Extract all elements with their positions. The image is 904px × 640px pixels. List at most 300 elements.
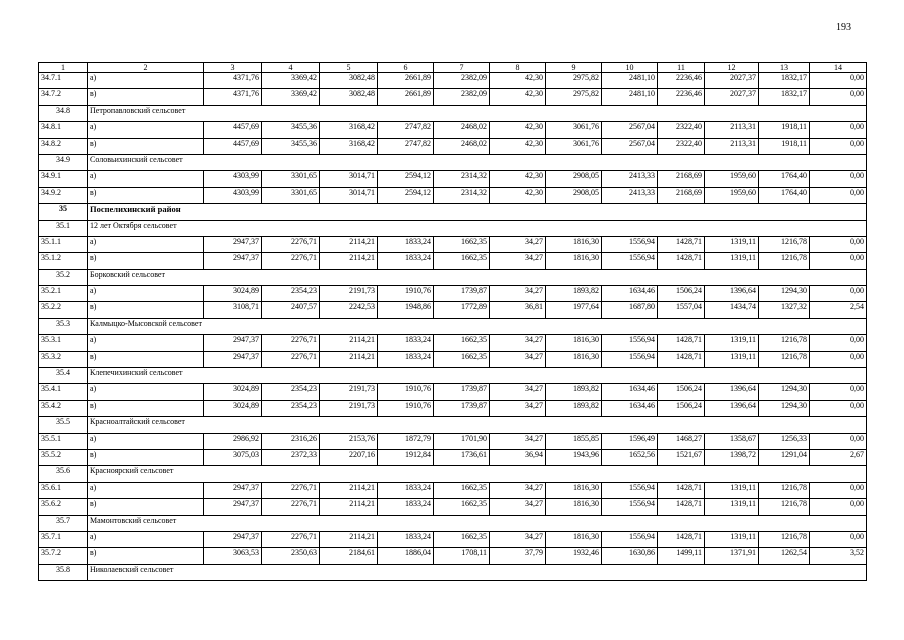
value-cell: 2322,40 (658, 122, 705, 138)
value-cell: 3108,71 (204, 302, 262, 318)
value-cell: 2372,33 (262, 449, 320, 465)
table-row (39, 171, 867, 187)
row-label: а) (88, 171, 204, 187)
value-cell: 2114,21 (320, 253, 378, 269)
value-cell: 4457,69 (204, 138, 262, 154)
value-cell: 2594,12 (378, 187, 434, 203)
value-cell: 3082,48 (320, 89, 378, 105)
value-cell: 2168,69 (658, 187, 705, 203)
value-cell: 2114,21 (320, 482, 378, 498)
row-code: 35.4.1 (39, 384, 88, 400)
value-cell: 2908,05 (546, 187, 602, 203)
value-cell: 2191,73 (320, 384, 378, 400)
row-label: в) (88, 449, 204, 465)
value-cell: 1294,30 (759, 400, 810, 416)
row-code: 35.6.1 (39, 482, 88, 498)
settlement-row (39, 466, 867, 482)
value-cell: 1959,60 (705, 187, 759, 203)
row-code: 35.3.1 (39, 335, 88, 351)
value-cell: 2236,46 (658, 89, 705, 105)
value-cell: 1216,78 (759, 351, 810, 367)
table-row (39, 433, 867, 449)
row-label: в) (88, 548, 204, 564)
row-code: 35.2.1 (39, 286, 88, 302)
column-header: 11 (658, 63, 705, 73)
value-cell: 1910,76 (378, 384, 434, 400)
value-cell: 0,00 (810, 531, 867, 547)
value-cell: 1327,32 (759, 302, 810, 318)
value-cell: 2168,69 (658, 171, 705, 187)
table-row (39, 253, 867, 269)
value-cell: 3455,36 (262, 122, 320, 138)
value-cell: 4457,69 (204, 122, 262, 138)
value-cell: 0,00 (810, 89, 867, 105)
value-cell: 1932,46 (546, 548, 602, 564)
table-row (39, 335, 867, 351)
value-cell: 1216,78 (759, 236, 810, 252)
value-cell: 1294,30 (759, 384, 810, 400)
value-cell: 2975,82 (546, 89, 602, 105)
value-cell: 0,00 (810, 138, 867, 154)
section-code: 35 (39, 204, 88, 220)
section-code: 35.3 (39, 318, 88, 334)
value-cell: 1319,11 (705, 253, 759, 269)
section-code: 35.7 (39, 515, 88, 531)
value-cell: 2113,31 (705, 138, 759, 154)
column-header: 3 (204, 63, 262, 73)
value-cell: 2350,63 (262, 548, 320, 564)
column-header: 12 (705, 63, 759, 73)
settlement-row (39, 564, 867, 580)
row-label: а) (88, 236, 204, 252)
value-cell: 2114,21 (320, 351, 378, 367)
column-header: 14 (810, 63, 867, 73)
value-cell: 0,00 (810, 351, 867, 367)
value-cell: 1910,76 (378, 400, 434, 416)
value-cell: 1556,94 (602, 499, 658, 515)
column-header: 13 (759, 63, 810, 73)
value-cell: 36,94 (490, 449, 546, 465)
value-cell: 1634,46 (602, 384, 658, 400)
value-cell: 1739,87 (434, 286, 490, 302)
value-cell: 1687,80 (602, 302, 658, 318)
value-cell: 1832,17 (759, 73, 810, 89)
value-cell: 2747,82 (378, 138, 434, 154)
value-cell: 1816,30 (546, 335, 602, 351)
value-cell: 1396,64 (705, 286, 759, 302)
row-label: в) (88, 499, 204, 515)
value-cell: 1833,24 (378, 482, 434, 498)
row-code: 34.8.2 (39, 138, 88, 154)
row-code: 35.1.1 (39, 236, 88, 252)
value-cell: 1428,71 (658, 482, 705, 498)
row-code: 35.7.2 (39, 548, 88, 564)
value-cell: 2191,73 (320, 400, 378, 416)
table-row (39, 351, 867, 367)
value-cell: 1816,30 (546, 253, 602, 269)
value-cell: 0,00 (810, 286, 867, 302)
value-cell: 1319,11 (705, 351, 759, 367)
value-cell: 1556,94 (602, 335, 658, 351)
value-cell: 2986,92 (204, 433, 262, 449)
value-cell: 3024,89 (204, 400, 262, 416)
settlement-name: Борковский сельсовет (88, 269, 867, 285)
table-row (39, 236, 867, 252)
value-cell: 3,52 (810, 548, 867, 564)
value-cell: 2382,09 (434, 73, 490, 89)
value-cell: 1521,67 (658, 449, 705, 465)
table-body (39, 73, 867, 581)
column-header: 1 (39, 63, 88, 73)
row-label: в) (88, 138, 204, 154)
value-cell: 1833,24 (378, 335, 434, 351)
column-header: 7 (434, 63, 490, 73)
value-cell: 0,00 (810, 122, 867, 138)
value-cell: 1662,35 (434, 236, 490, 252)
value-cell: 2481,10 (602, 73, 658, 89)
section-code: 35.4 (39, 368, 88, 384)
row-code: 34.7.1 (39, 73, 88, 89)
table-row (39, 302, 867, 318)
value-cell: 2468,02 (434, 122, 490, 138)
column-header: 5 (320, 63, 378, 73)
value-cell: 1556,94 (602, 531, 658, 547)
value-cell: 2242,53 (320, 302, 378, 318)
value-cell: 3369,42 (262, 89, 320, 105)
row-label: а) (88, 73, 204, 89)
settlement-row (39, 515, 867, 531)
value-cell: 1434,74 (705, 302, 759, 318)
value-cell: 2661,89 (378, 89, 434, 105)
value-cell: 1506,24 (658, 384, 705, 400)
settlement-row (39, 269, 867, 285)
value-cell: 1886,04 (378, 548, 434, 564)
value-cell: 2413,33 (602, 187, 658, 203)
value-cell: 2567,04 (602, 138, 658, 154)
value-cell: 2413,33 (602, 171, 658, 187)
value-cell: 1855,85 (546, 433, 602, 449)
value-cell: 2314,32 (434, 187, 490, 203)
value-cell: 1816,30 (546, 531, 602, 547)
table-row (39, 449, 867, 465)
settlement-name: Соловьихинский сельсовет (88, 154, 867, 170)
value-cell: 42,30 (490, 187, 546, 203)
value-cell: 36,81 (490, 302, 546, 318)
value-cell: 2354,23 (262, 384, 320, 400)
row-code: 34.9.2 (39, 187, 88, 203)
value-cell: 1428,71 (658, 236, 705, 252)
value-cell: 1428,71 (658, 499, 705, 515)
value-cell: 1833,24 (378, 253, 434, 269)
value-cell: 42,30 (490, 138, 546, 154)
value-cell: 1893,82 (546, 384, 602, 400)
value-cell: 1216,78 (759, 499, 810, 515)
value-cell: 4371,76 (204, 73, 262, 89)
value-cell: 4303,99 (204, 171, 262, 187)
table-row (39, 548, 867, 564)
row-label: в) (88, 253, 204, 269)
row-label: а) (88, 286, 204, 302)
value-cell: 2316,26 (262, 433, 320, 449)
column-header: 4 (262, 63, 320, 73)
row-code: 35.3.2 (39, 351, 88, 367)
value-cell: 1291,04 (759, 449, 810, 465)
value-cell: 2747,82 (378, 122, 434, 138)
value-cell: 3061,76 (546, 122, 602, 138)
value-cell: 1428,71 (658, 335, 705, 351)
value-cell: 2276,71 (262, 482, 320, 498)
value-cell: 1833,24 (378, 499, 434, 515)
district-name: Поспелихинский район (88, 204, 867, 220)
value-cell: 2947,37 (204, 351, 262, 367)
value-cell: 2354,23 (262, 400, 320, 416)
value-cell: 2276,71 (262, 236, 320, 252)
settlement-name: 12 лет Октября сельсовет (88, 220, 867, 236)
value-cell: 2975,82 (546, 73, 602, 89)
value-cell: 1556,94 (602, 236, 658, 252)
value-cell: 3455,36 (262, 138, 320, 154)
column-header: 10 (602, 63, 658, 73)
header-row (39, 63, 867, 73)
value-cell: 34,27 (490, 335, 546, 351)
settlement-name: Мамонтовский сельсовет (88, 515, 867, 531)
value-cell: 2354,23 (262, 286, 320, 302)
value-cell: 0,00 (810, 499, 867, 515)
row-code: 35.1.2 (39, 253, 88, 269)
value-cell: 0,00 (810, 335, 867, 351)
value-cell: 1506,24 (658, 286, 705, 302)
value-cell: 1959,60 (705, 171, 759, 187)
value-cell: 1816,30 (546, 499, 602, 515)
column-header: 9 (546, 63, 602, 73)
value-cell: 3168,42 (320, 122, 378, 138)
value-cell: 1556,94 (602, 253, 658, 269)
settlement-row (39, 318, 867, 334)
value-cell: 2114,21 (320, 531, 378, 547)
value-cell: 0,00 (810, 433, 867, 449)
section-code: 35.2 (39, 269, 88, 285)
table-row (39, 73, 867, 89)
value-cell: 2113,31 (705, 122, 759, 138)
value-cell: 42,30 (490, 73, 546, 89)
value-cell: 3168,42 (320, 138, 378, 154)
value-cell: 2236,46 (658, 73, 705, 89)
settlement-name: Клепечихинский сельсовет (88, 368, 867, 384)
value-cell: 34,27 (490, 433, 546, 449)
section-code: 34.9 (39, 154, 88, 170)
value-cell: 2567,04 (602, 122, 658, 138)
column-header: 8 (490, 63, 546, 73)
table-row (39, 400, 867, 416)
value-cell: 34,27 (490, 482, 546, 498)
value-cell: 3014,71 (320, 171, 378, 187)
value-cell: 2314,32 (434, 171, 490, 187)
table-row (39, 187, 867, 203)
section-code: 35.8 (39, 564, 88, 580)
value-cell: 1701,90 (434, 433, 490, 449)
value-cell: 0,00 (810, 253, 867, 269)
value-cell: 2481,10 (602, 89, 658, 105)
value-cell: 1943,96 (546, 449, 602, 465)
section-code: 35.6 (39, 466, 88, 482)
value-cell: 1428,71 (658, 253, 705, 269)
row-code: 35.6.2 (39, 499, 88, 515)
row-code: 35.4.2 (39, 400, 88, 416)
value-cell: 1833,24 (378, 236, 434, 252)
value-cell: 1262,54 (759, 548, 810, 564)
value-cell: 1256,33 (759, 433, 810, 449)
row-label: а) (88, 335, 204, 351)
value-cell: 2947,37 (204, 482, 262, 498)
page-number: 193 (836, 22, 851, 33)
value-cell: 1912,84 (378, 449, 434, 465)
value-cell: 1506,24 (658, 400, 705, 416)
value-cell: 1634,46 (602, 400, 658, 416)
row-label: а) (88, 122, 204, 138)
value-cell: 1428,71 (658, 351, 705, 367)
value-cell: 4371,76 (204, 89, 262, 105)
value-cell: 1216,78 (759, 531, 810, 547)
value-cell: 1396,64 (705, 400, 759, 416)
column-header: 6 (378, 63, 434, 73)
value-cell: 1833,24 (378, 351, 434, 367)
row-code: 34.8.1 (39, 122, 88, 138)
row-label: в) (88, 89, 204, 105)
value-cell: 1294,30 (759, 286, 810, 302)
value-cell: 1634,46 (602, 286, 658, 302)
value-cell: 2191,73 (320, 286, 378, 302)
row-label: в) (88, 302, 204, 318)
value-cell: 2322,40 (658, 138, 705, 154)
section-code: 35.1 (39, 220, 88, 236)
settlement-row (39, 105, 867, 121)
value-cell: 0,00 (810, 400, 867, 416)
value-cell: 0,00 (810, 187, 867, 203)
value-cell: 3082,48 (320, 73, 378, 89)
value-cell: 3301,65 (262, 187, 320, 203)
value-cell: 1468,27 (658, 433, 705, 449)
row-label: а) (88, 482, 204, 498)
value-cell: 34,27 (490, 531, 546, 547)
settlement-name: Красноярский сельсовет (88, 466, 867, 482)
value-cell: 1216,78 (759, 335, 810, 351)
settlement-row (39, 154, 867, 170)
value-cell: 3024,89 (204, 384, 262, 400)
value-cell: 1319,11 (705, 499, 759, 515)
settlement-name: Красноалтайский сельсовет (88, 417, 867, 433)
value-cell: 1371,91 (705, 548, 759, 564)
value-cell: 1319,11 (705, 236, 759, 252)
value-cell: 42,30 (490, 122, 546, 138)
value-cell: 2184,61 (320, 548, 378, 564)
value-cell: 1708,11 (434, 548, 490, 564)
value-cell: 2,54 (810, 302, 867, 318)
value-cell: 1893,82 (546, 400, 602, 416)
value-cell: 0,00 (810, 384, 867, 400)
value-cell: 1736,61 (434, 449, 490, 465)
value-cell: 2276,71 (262, 335, 320, 351)
value-cell: 4303,99 (204, 187, 262, 203)
settlement-row (39, 368, 867, 384)
value-cell: 2153,76 (320, 433, 378, 449)
tariff-table (38, 62, 867, 581)
value-cell: 1216,78 (759, 253, 810, 269)
value-cell: 2947,37 (204, 236, 262, 252)
value-cell: 2947,37 (204, 499, 262, 515)
value-cell: 3014,71 (320, 187, 378, 203)
row-code: 35.7.1 (39, 531, 88, 547)
value-cell: 1832,17 (759, 89, 810, 105)
value-cell: 1662,35 (434, 482, 490, 498)
value-cell: 1816,30 (546, 236, 602, 252)
value-cell: 1652,56 (602, 449, 658, 465)
value-cell: 37,79 (490, 548, 546, 564)
value-cell: 1499,11 (658, 548, 705, 564)
value-cell: 3024,89 (204, 286, 262, 302)
value-cell: 1556,94 (602, 482, 658, 498)
value-cell: 1319,11 (705, 335, 759, 351)
row-label: в) (88, 187, 204, 203)
value-cell: 0,00 (810, 171, 867, 187)
table-row (39, 89, 867, 105)
value-cell: 1358,67 (705, 433, 759, 449)
value-cell: 1662,35 (434, 335, 490, 351)
value-cell: 3369,42 (262, 73, 320, 89)
table-row (39, 138, 867, 154)
value-cell: 2027,37 (705, 73, 759, 89)
value-cell: 0,00 (810, 236, 867, 252)
settlement-name: Калмыцко-Мысовской сельсовет (88, 318, 867, 334)
value-cell: 2027,37 (705, 89, 759, 105)
value-cell: 34,27 (490, 384, 546, 400)
value-cell: 2908,05 (546, 171, 602, 187)
value-cell: 2,67 (810, 449, 867, 465)
value-cell: 0,00 (810, 73, 867, 89)
value-cell: 42,30 (490, 89, 546, 105)
value-cell: 1556,94 (602, 351, 658, 367)
district-row (39, 204, 867, 220)
value-cell: 34,27 (490, 499, 546, 515)
value-cell: 34,27 (490, 253, 546, 269)
settlement-name: Николаевский сельсовет (88, 564, 867, 580)
value-cell: 1948,86 (378, 302, 434, 318)
value-cell: 2276,71 (262, 531, 320, 547)
value-cell: 34,27 (490, 400, 546, 416)
value-cell: 2207,16 (320, 449, 378, 465)
value-cell: 34,27 (490, 351, 546, 367)
row-label: в) (88, 351, 204, 367)
value-cell: 34,27 (490, 286, 546, 302)
value-cell: 1739,87 (434, 384, 490, 400)
value-cell: 3063,53 (204, 548, 262, 564)
value-cell: 3075,03 (204, 449, 262, 465)
row-code: 35.2.2 (39, 302, 88, 318)
value-cell: 1918,11 (759, 122, 810, 138)
value-cell: 1833,24 (378, 531, 434, 547)
value-cell: 3301,65 (262, 171, 320, 187)
value-cell: 2276,71 (262, 253, 320, 269)
value-cell: 1428,71 (658, 531, 705, 547)
value-cell: 2661,89 (378, 73, 434, 89)
row-label: в) (88, 400, 204, 416)
value-cell: 1319,11 (705, 531, 759, 547)
section-code: 34.8 (39, 105, 88, 121)
value-cell: 1764,40 (759, 187, 810, 203)
value-cell: 2382,09 (434, 89, 490, 105)
settlement-name: Петропавловский сельсовет (88, 105, 867, 121)
row-label: а) (88, 531, 204, 547)
section-code: 35.5 (39, 417, 88, 433)
